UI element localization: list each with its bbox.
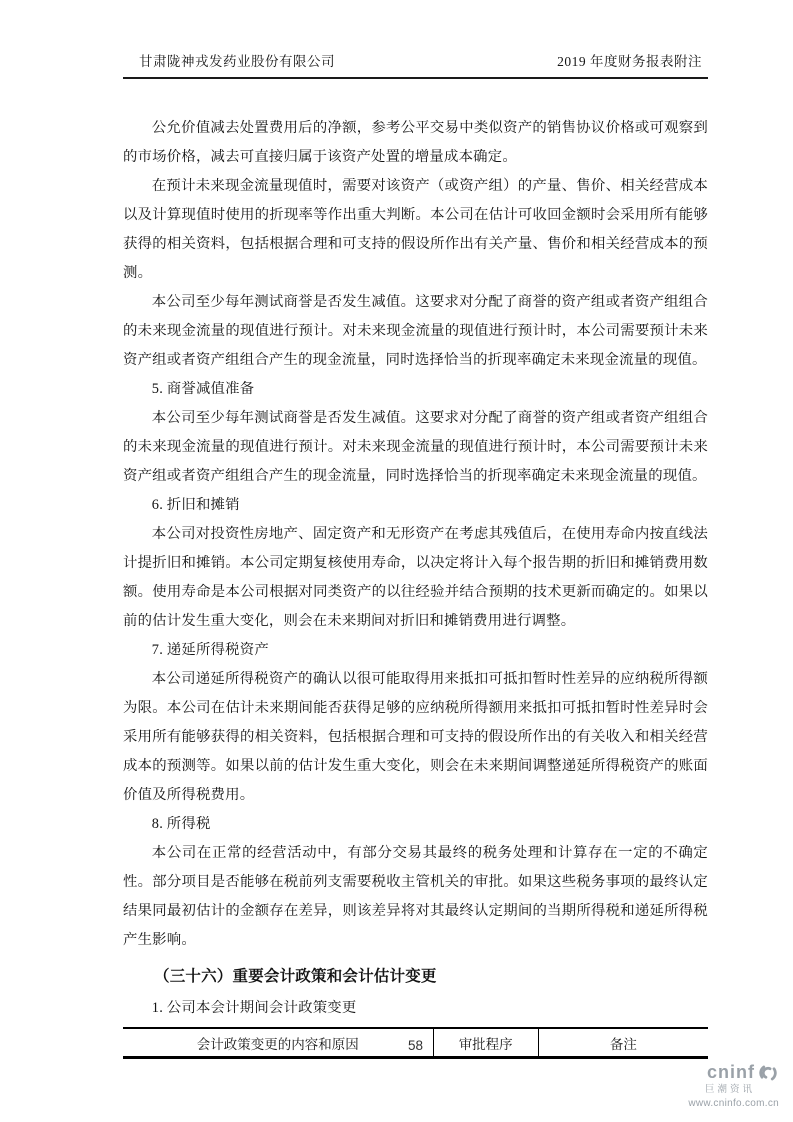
report-title: 2019 年度财务报表附注 (557, 54, 702, 69)
table-header-approval-procedure: 审批程序 (433, 1028, 538, 1058)
paragraph: 本公司至少每年测试商誉是否发生减值。这要求对分配了商誉的资产组或者资产组组合的未来现金流量的现值进行预计。对未来现金流量的现值进行预计时，本公司需要预计未来资产组或者资产组组合产生的现金流量，同时选择恰当的折现率确定未来现金流量的现值。 (123, 410, 708, 484)
cninfo-logo (629, 1062, 783, 1109)
cninfo-chinese-name: 巨潮资讯 (704, 1084, 755, 1095)
section-heading: 6. 折旧和摊销 (151, 497, 240, 513)
cninfo-logo-word: cninf (707, 1062, 755, 1083)
page-header (123, 50, 708, 79)
paragraph: 公允价值减去处置费用后的净额，参考公平交易中类似资产的销售协议价格或可观察到的市场价格，减去可直接归属于该资产处置的增量成本确定。 (123, 120, 708, 165)
paragraph: 本公司在正常的经营活动中，有部分交易其最终的税务处理和计算存在一定的不确定性。部分项目是否能够在税前列支需要税收主管机关的审批。如果这些税务事项的最终认定结果同最初估计的金额存在差异，则该差异将对其最终认定期间的当期所得税和递延所得税产生影响。 (123, 845, 708, 948)
section-heading: 7. 递延所得税资产 (151, 642, 269, 658)
document-body (123, 114, 708, 1023)
table-header-remark: 备注 (538, 1028, 708, 1058)
paragraph: 在预计未来现金流量现值时，需要对该资产（或资产组）的产量、售价、相关经营成本以及计算现值时使用的折现率等作出重大判断。本公司在估计可收回金额时会采用所有能够获得的相关资料，包括根据合理和可支持的假设所作出有关产量、售价和相关经营成本的预测。 (123, 178, 708, 281)
table-header-content-reason: 会计政策变更的内容和原因 (196, 1036, 359, 1052)
paragraph: 本公司递延所得税资产的确认以很可能取得用来抵扣可抵扣暂时性差异的应纳税所得额为限。本公司在估计未来期间能否获得足够的应纳税所得额用来抵扣可抵扣暂时性差异时会采用所有能够获得的相关资料，包括根据合理和可支持的假设所作出的有关收入和相关经营成本的预测等。如果以前的估计发生重大变化，则会在未来期间调整递延所得税资产的账面价值及所得税费用。 (123, 671, 708, 803)
section-heading: （三十六）重要会计政策和会计估计变更 (154, 968, 437, 985)
swirl-icon (757, 1062, 779, 1084)
cninfo-url: www.cninfo.com.cn (688, 1098, 779, 1110)
section-heading: 8. 所得税 (151, 816, 211, 832)
paragraph: 本公司对投资性房地产、固定资产和无形资产在考虑其残值后，在使用寿命内按直线法计提折旧和摊销。本公司定期复核使用寿命，以决定将计入每个报告期的折旧和摊销费用数额。使用寿命是本公司根据对同类资产的以往经验并结合预期的技术更新而确定的。如果以前的估计发生重大变化，则会在未来期间对折旧和摊销费用进行调整。 (123, 526, 708, 629)
section-heading: 5. 商誉减值准备 (151, 381, 255, 397)
company-name: 甘肃陇神戎发药业股份有限公司 (139, 54, 335, 69)
paragraph: 本公司至少每年测试商誉是否发生减值。这要求对分配了商誉的资产组或者资产组组合的未来现金流量的现值进行预计。对未来现金流量的现值进行预计时，本公司需要预计未来资产组或者资产组组合产生的现金流量，同时选择恰当的折现率确定未来现金流量的现值。 (123, 294, 708, 368)
page-number: 58 (407, 1038, 424, 1053)
section-heading: 1. 公司本会计期间会计政策变更 (151, 1000, 357, 1016)
